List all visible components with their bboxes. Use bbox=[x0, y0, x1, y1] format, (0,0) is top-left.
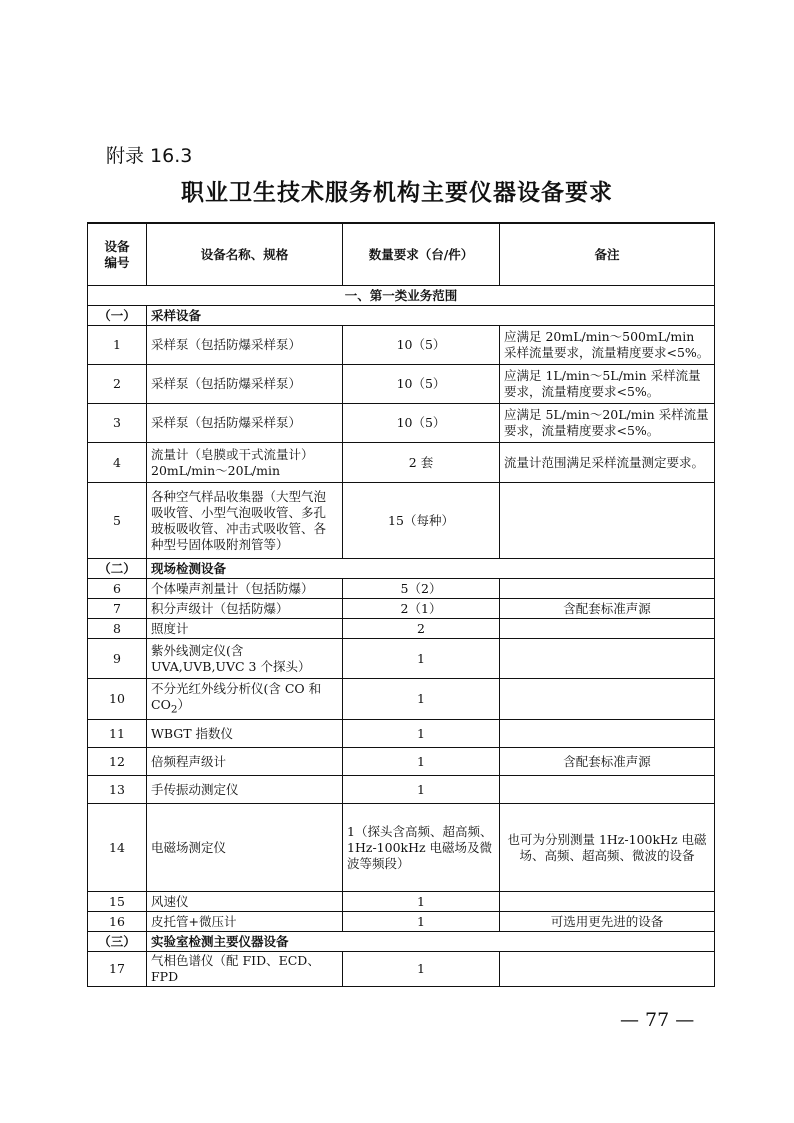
row-note bbox=[500, 483, 715, 559]
row-note: 应满足 5L/min～20L/min 采样流量要求，流量精度要求<5%。 bbox=[500, 404, 715, 443]
header-no-line1: 设备 bbox=[104, 238, 130, 254]
row-note: 可选用更先进的设备 bbox=[500, 912, 715, 932]
table-row bbox=[88, 952, 715, 987]
header-note: 备注 bbox=[500, 223, 715, 286]
table-row bbox=[88, 912, 715, 932]
table-row bbox=[88, 679, 715, 720]
row-name: 紫外线测定仪(含 UVA,UVB,UVC 3 个探头） bbox=[147, 639, 343, 679]
row-name: 个体噪声剂量计（包括防爆） bbox=[147, 579, 343, 599]
row-qty: 2（1） bbox=[343, 599, 500, 619]
row-no: 13 bbox=[88, 776, 147, 804]
row-note: 也可为分别测量 1Hz-100kHz 电磁场、高频、超高频、微波的设备 bbox=[500, 804, 715, 892]
row-qty: 1（探头含高频、超高频、1Hz-100kHz 电磁场及微波等频段） bbox=[343, 804, 500, 892]
row-name: 气相色谱仪（配 FID、ECD、FPD bbox=[147, 952, 343, 987]
row-no: 2 bbox=[88, 365, 147, 404]
row-qty: 10（5） bbox=[343, 365, 500, 404]
table-row bbox=[88, 326, 715, 365]
section-row bbox=[88, 286, 715, 306]
table-row bbox=[88, 483, 715, 559]
row-no: 8 bbox=[88, 619, 147, 639]
row-no: 6 bbox=[88, 579, 147, 599]
row-note bbox=[500, 776, 715, 804]
row-name: 皮托管+微压计 bbox=[147, 912, 343, 932]
row-name: 采样泵（包括防爆采样泵） bbox=[147, 404, 343, 443]
row-qty: 10（5） bbox=[343, 326, 500, 365]
row-name: 电磁场测定仪 bbox=[147, 804, 343, 892]
row-no: 12 bbox=[88, 748, 147, 776]
row-name-tail: ） bbox=[177, 696, 190, 712]
row-note: 含配套标准声源 bbox=[500, 599, 715, 619]
row-name: 风速仪 bbox=[147, 892, 343, 912]
row-note: 流量计范围满足采样流量测定要求。 bbox=[500, 443, 715, 483]
row-qty: 1 bbox=[343, 720, 500, 748]
category-row bbox=[88, 932, 715, 952]
row-name: 积分声级计（包括防爆） bbox=[147, 599, 343, 619]
table-row bbox=[88, 443, 715, 483]
header-name: 设备名称、规格 bbox=[147, 223, 343, 286]
section-title: 一、第一类业务范围 bbox=[88, 286, 715, 306]
row-note bbox=[500, 679, 715, 720]
header-no-line2: 编号 bbox=[104, 254, 130, 270]
table-row bbox=[88, 599, 715, 619]
row-note bbox=[500, 579, 715, 599]
row-no: 5 bbox=[88, 483, 147, 559]
row-no: 9 bbox=[88, 639, 147, 679]
row-name: 采样泵（包括防爆采样泵） bbox=[147, 326, 343, 365]
row-name-main: 不分光红外线分析仪(含 CO 和 CO bbox=[151, 680, 322, 712]
table-row bbox=[88, 748, 715, 776]
row-no: 14 bbox=[88, 804, 147, 892]
row-note: 含配套标准声源 bbox=[500, 748, 715, 776]
row-qty: 1 bbox=[343, 776, 500, 804]
table-row bbox=[88, 639, 715, 679]
row-no: 16 bbox=[88, 912, 147, 932]
row-qty: 1 bbox=[343, 912, 500, 932]
category-code: （二） bbox=[88, 559, 147, 579]
row-name: 倍频程声级计 bbox=[147, 748, 343, 776]
row-qty: 10（5） bbox=[343, 404, 500, 443]
category-code: （一） bbox=[88, 306, 147, 326]
row-qty: 5（2） bbox=[343, 579, 500, 599]
row-note: 应满足 1L/min～5L/min 采样流量要求，流量精度要求<5%。 bbox=[500, 365, 715, 404]
row-note bbox=[500, 892, 715, 912]
row-name-subscript: 2 bbox=[170, 703, 178, 716]
row-name: 手传振动测定仪 bbox=[147, 776, 343, 804]
row-no: 7 bbox=[88, 599, 147, 619]
row-note bbox=[500, 619, 715, 639]
appendix-label: 附录 16.3 bbox=[106, 145, 193, 167]
category-name: 现场检测设备 bbox=[147, 559, 715, 579]
header-qty: 数量要求（台/件） bbox=[343, 223, 500, 286]
row-qty: 1 bbox=[343, 679, 500, 720]
row-name: 各种空气样品收集器（大型气泡吸收管、小型气泡吸收管、多孔玻板吸收管、冲击式吸收管、各种型号固体吸附剂管等） bbox=[147, 483, 343, 559]
row-no: 15 bbox=[88, 892, 147, 912]
equipment-table bbox=[87, 222, 715, 987]
header-equipment-no bbox=[88, 223, 147, 286]
row-qty: 1 bbox=[343, 952, 500, 987]
table-row bbox=[88, 804, 715, 892]
category-row bbox=[88, 306, 715, 326]
page-number: — 77 — bbox=[620, 1009, 695, 1031]
row-qty: 1 bbox=[343, 639, 500, 679]
row-name: WBGT 指数仪 bbox=[147, 720, 343, 748]
row-no: 17 bbox=[88, 952, 147, 987]
page-title: 职业卫生技术服务机构主要仪器设备要求 bbox=[181, 179, 613, 206]
row-note: 应满足 20mL/min～500mL/min 采样流量要求，流量精度要求<5%。 bbox=[500, 326, 715, 365]
row-no: 3 bbox=[88, 404, 147, 443]
table-row bbox=[88, 776, 715, 804]
row-qty: 15（每种） bbox=[343, 483, 500, 559]
table-row bbox=[88, 619, 715, 639]
row-note bbox=[500, 952, 715, 987]
row-qty: 2 套 bbox=[343, 443, 500, 483]
row-no: 1 bbox=[88, 326, 147, 365]
row-note bbox=[500, 639, 715, 679]
row-no: 11 bbox=[88, 720, 147, 748]
row-note bbox=[500, 720, 715, 748]
table-row bbox=[88, 720, 715, 748]
category-code: （三） bbox=[88, 932, 147, 952]
category-name: 采样设备 bbox=[147, 306, 715, 326]
table-row bbox=[88, 365, 715, 404]
row-name: 流量计（皂膜或干式流量计）20mL/min～20L/min bbox=[147, 443, 343, 483]
table-row bbox=[88, 892, 715, 912]
category-row bbox=[88, 559, 715, 579]
row-no: 4 bbox=[88, 443, 147, 483]
table-row bbox=[88, 404, 715, 443]
row-qty: 2 bbox=[343, 619, 500, 639]
table-header-row bbox=[88, 223, 715, 286]
table-row bbox=[88, 579, 715, 599]
row-name bbox=[147, 679, 343, 720]
row-name: 采样泵（包括防爆采样泵） bbox=[147, 365, 343, 404]
row-no: 10 bbox=[88, 679, 147, 720]
row-qty: 1 bbox=[343, 892, 500, 912]
row-name: 照度计 bbox=[147, 619, 343, 639]
row-qty: 1 bbox=[343, 748, 500, 776]
category-name: 实验室检测主要仪器设备 bbox=[147, 932, 715, 952]
